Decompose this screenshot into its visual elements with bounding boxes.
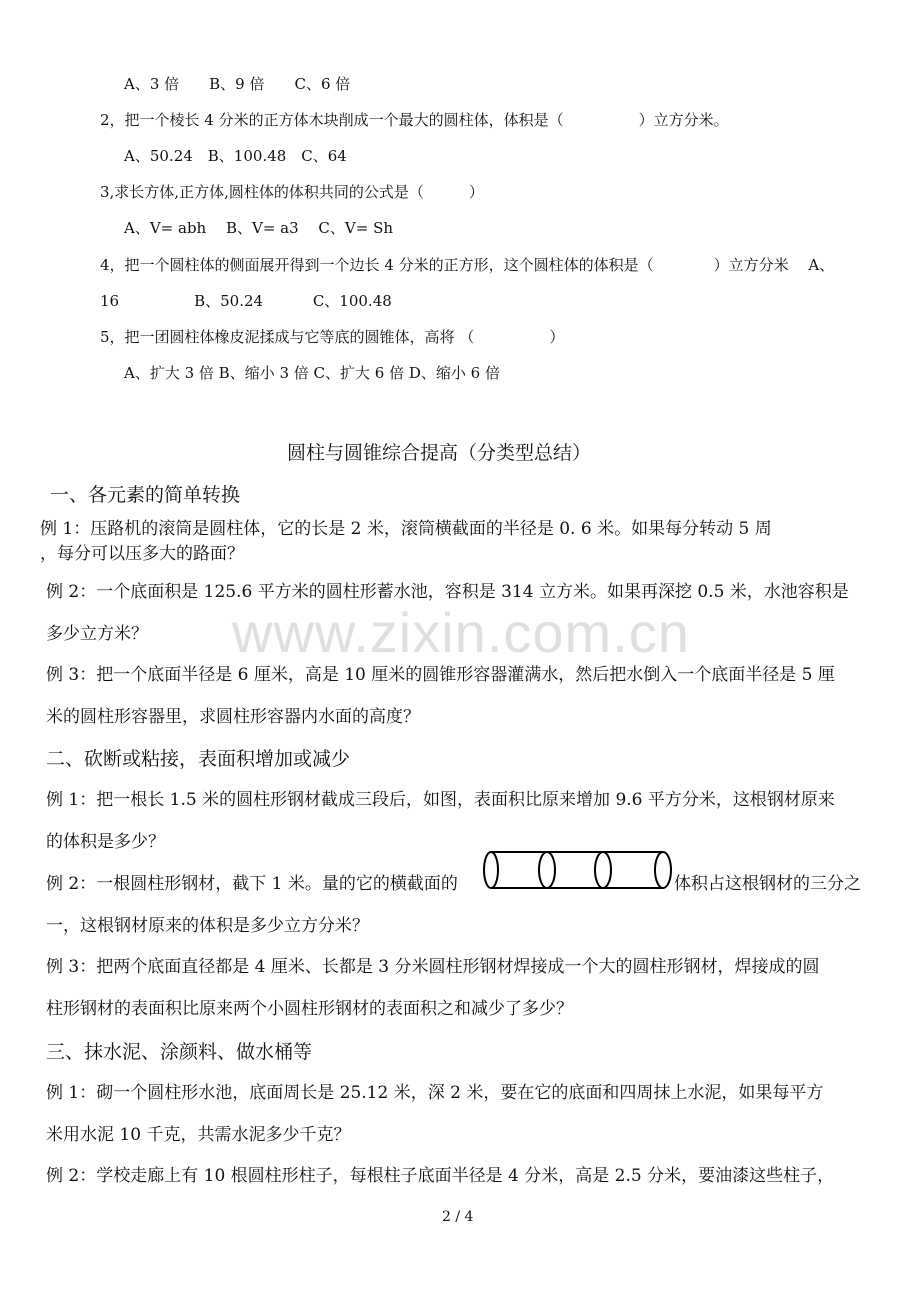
s1-example-2-line-1: 例 2：一个底面积是 125.6 平方米的圆柱形蓄水池，容积是 314 立方米。如果再深挖 0.5 米，水池容积是: [46, 582, 849, 602]
q2-options: A、50.24 B、100.48 C、64: [124, 147, 347, 165]
s2-example-2-line-1a: 例 2：一根圆柱形钢材，截下 1 米。量的它的横截面的: [46, 874, 458, 894]
s1-example-1-line-1: 例 1：压路机的滚筒是圆柱体，它的长是 2 米，滚筒横截面的半径是 0. 6 米。如果每分转动 5 周: [40, 519, 772, 539]
q3-options: A、V= abh B、V= a3 C、V= Sh: [124, 219, 394, 237]
cylinder-figure: [481, 849, 673, 891]
q4-options: 16 B、50.24 C、100.48: [100, 292, 392, 310]
s3-example-2-line-1: 例 2：学校走廊上有 10 根圆柱形柱子，每根柱子底面半径是 4 分米，高是 2.5 分米，要油漆这些柱子，: [46, 1166, 835, 1186]
section-2-heading: 二、砍断或粘接，表面积增加或减少: [46, 748, 351, 770]
q1-options: A、3 倍 B、9 倍 C、6 倍: [124, 75, 351, 93]
s3-example-1-line-1: 例 1：砌一个圆柱形水池，底面周长是 25.12 米，深 2 米，要在它的底面和四周抹上水泥，如果每平方: [46, 1083, 824, 1103]
s1-example-2-line-2: 多少立方米？: [46, 624, 148, 644]
question-4: 4，把一个圆柱体的侧面展开得到一个边长 4 分米的正方形，这个圆柱体的体积是（ ）立方分米 A、: [100, 256, 835, 274]
s3-example-1-line-2: 米用水泥 10 千克，共需水泥多少千克？: [46, 1125, 351, 1145]
cylinder-right-end: [655, 852, 671, 888]
s2-example-1-line-2: 的体积是多少？: [46, 832, 165, 852]
cylinder-outline: [491, 852, 663, 888]
q5-options: A、扩大 3 倍 B、缩小 3 倍 C、扩大 6 倍 D、缩小 6 倍: [124, 364, 500, 382]
s2-example-2-line-1b: 体积占这根钢材的三分之: [674, 874, 861, 894]
cylinder-left-end: [484, 852, 498, 888]
s2-example-3-line-1: 例 3：把两个底面直径都是 4 厘米、长都是 3 分米圆柱形钢材焊接成一个大的圆柱形钢材，焊接成的圆: [46, 957, 820, 977]
s2-example-1-line-1: 例 1：把一根长 1.5 米的圆柱形钢材截成三段后，如图，表面积比原来增加 9.6 平方分米，这根钢材原来: [46, 790, 835, 810]
s1-example-3-line-1: 例 3：把一个底面半径是 6 厘米，高是 10 厘米的圆锥形容器灌满水，然后把水倒入一个底面半径是 5 厘: [46, 665, 835, 685]
s2-example-3-line-2: 柱形钢材的表面积比原来两个小圆柱形钢材的表面积之和减少了多少？: [46, 999, 573, 1019]
cylinder-cut-2: [595, 852, 611, 888]
cylinder-cut-1: [539, 852, 555, 888]
s2-example-2-line-2: 一，这根钢材原来的体积是多少立方分米？: [46, 916, 369, 936]
watermark: www.zixin.com.cn: [232, 601, 690, 664]
question-5: 5，把一团圆柱体橡皮泥揉成与它等底的圆锥体，高将 （ ）: [100, 328, 565, 346]
page-title: 圆柱与圆锥综合提高（分类型总结）: [287, 442, 592, 464]
s1-example-3-line-2: 米的圆柱形容器里，求圆柱形容器内水面的高度？: [46, 707, 420, 727]
section-1-heading: 一、各元素的简单转换: [50, 484, 241, 506]
question-2: 2，把一个棱长 4 分米的正方体木块削成一个最大的圆柱体，体积是（ ）立方分米。: [100, 111, 729, 129]
question-3: 3,求长方体,正方体,圆柱体的体积共同的公式是（ ）: [100, 183, 484, 201]
page-number: 2 / 4: [442, 1209, 474, 1225]
s1-example-1-line-2: ，每分可以压多大的路面？: [40, 544, 244, 564]
section-3-heading: 三、抹水泥、涂颜料、做水桶等: [46, 1041, 313, 1063]
